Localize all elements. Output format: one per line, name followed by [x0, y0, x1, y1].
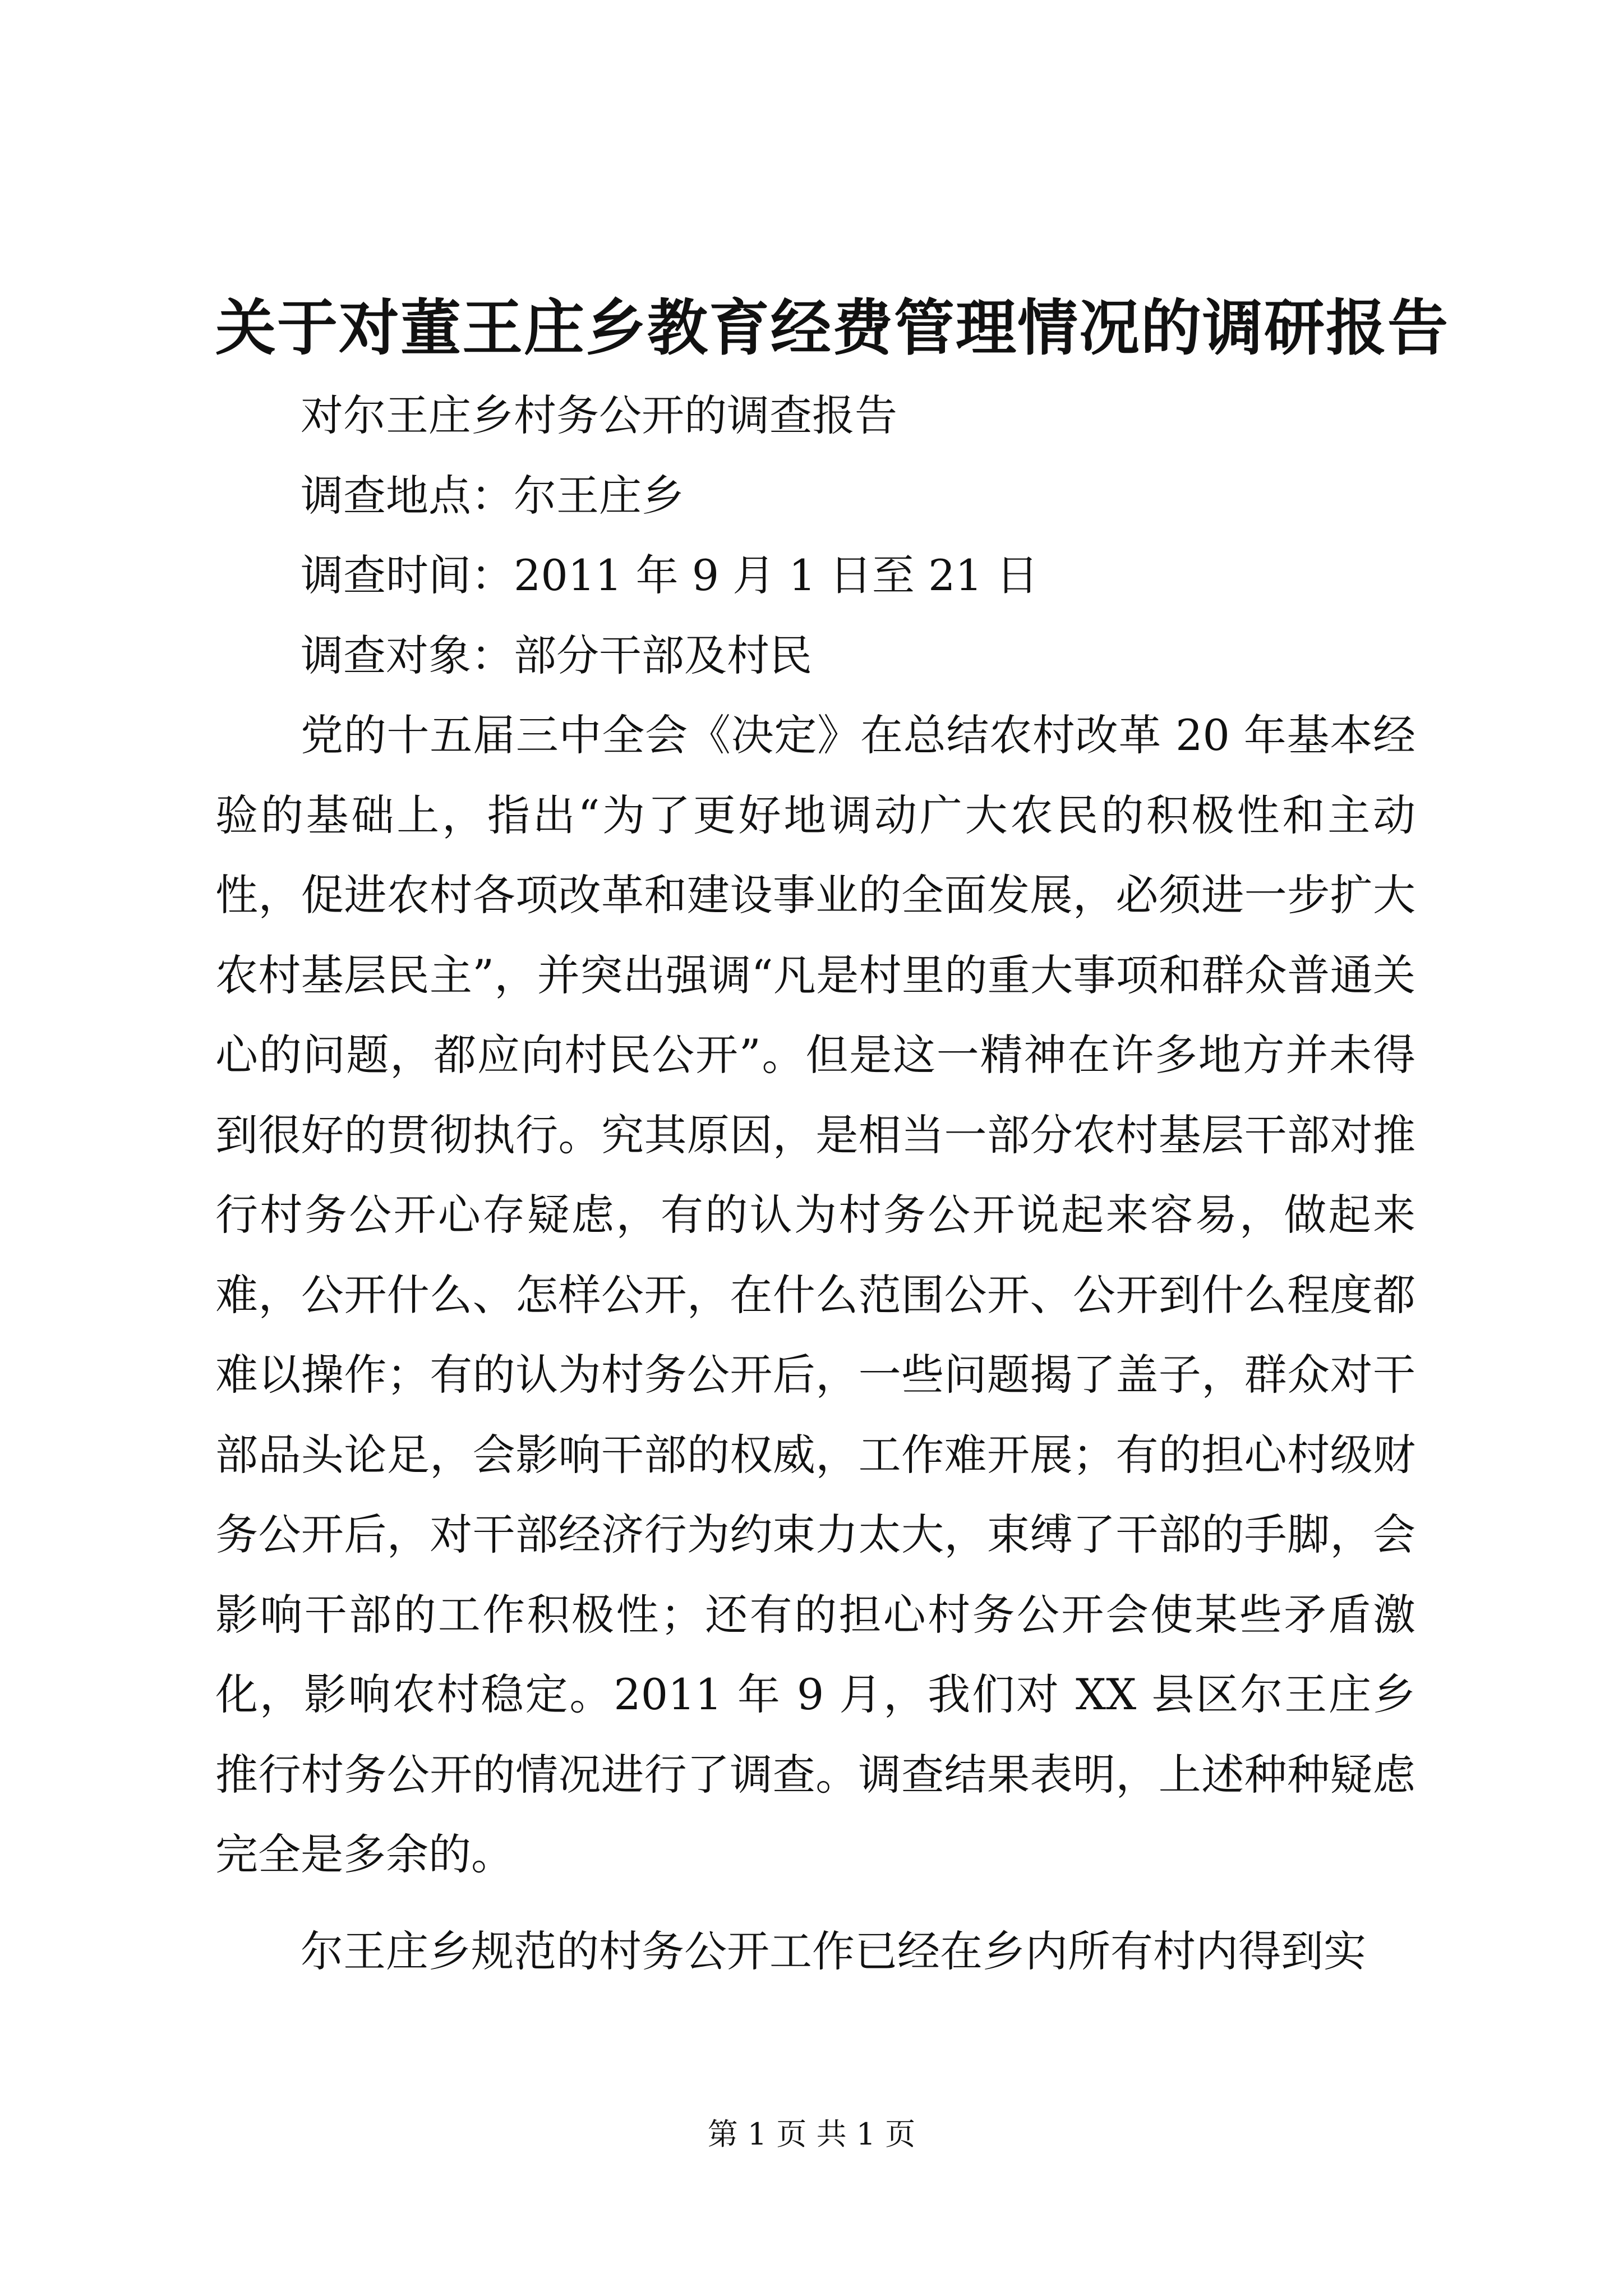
body-paragraph-1: 党的十五届三中全会《决定》在总结农村改革 20 年基本经验的基础上，指出“为了更好地调动广大农民的积极性和主动性，促进农村各项改革和建设事业的全面发展，必须进一步扩大农村基层民主”，并突出强调“凡是村里的重大事项和群众普通关心的问题，都应向村民公开”。但是这一精神在许多地方并未得到很好的贯彻执行。究其原因，是相当一部分农村基层干部对推行村务公开心存疑虑，有的认为村务公开说起来容易，做起来难，公开什么、怎样公开，在什么范围公开、公开到什么程度都难以操作；有的认为村务公开后，一些问题揭了盖子，群众对干部品头论足，会影响干部的权威，工作难开展；有的担心村级财务公开后，对干部经济行为约束力太大，束缚了干部的手脚，会影响干部的工作积极性；还有的担心村务公开会使某些矛盾激化，影响农村稳定。2011 年 9 月，我们对 XX 县区尔王庄乡推行村务公开的情况进行了调查。调查结果表明，上述种种疑虑完全是多余的。: [215, 710, 1415, 1879]
report-subtitle: 对尔王庄乡村务公开的调查报告: [301, 390, 897, 440]
body-paragraph-2: 尔王庄乡规范的村务公开工作已经在乡内所有村内得到实: [301, 1926, 1366, 1976]
document-title: 关于对董王庄乡教育经费管理情况的调研报告: [215, 293, 1450, 364]
page-footer: 第 1 页 共 1 页: [707, 2116, 916, 2152]
document-body: [215, 376, 1415, 1991]
survey-location: 调查地点：尔王庄乡: [301, 470, 684, 521]
survey-time: 调查时间：2011 年 9 月 1 日至 21 日: [301, 550, 1039, 600]
survey-subjects: 调查对象：部分干部及村民: [301, 630, 812, 680]
